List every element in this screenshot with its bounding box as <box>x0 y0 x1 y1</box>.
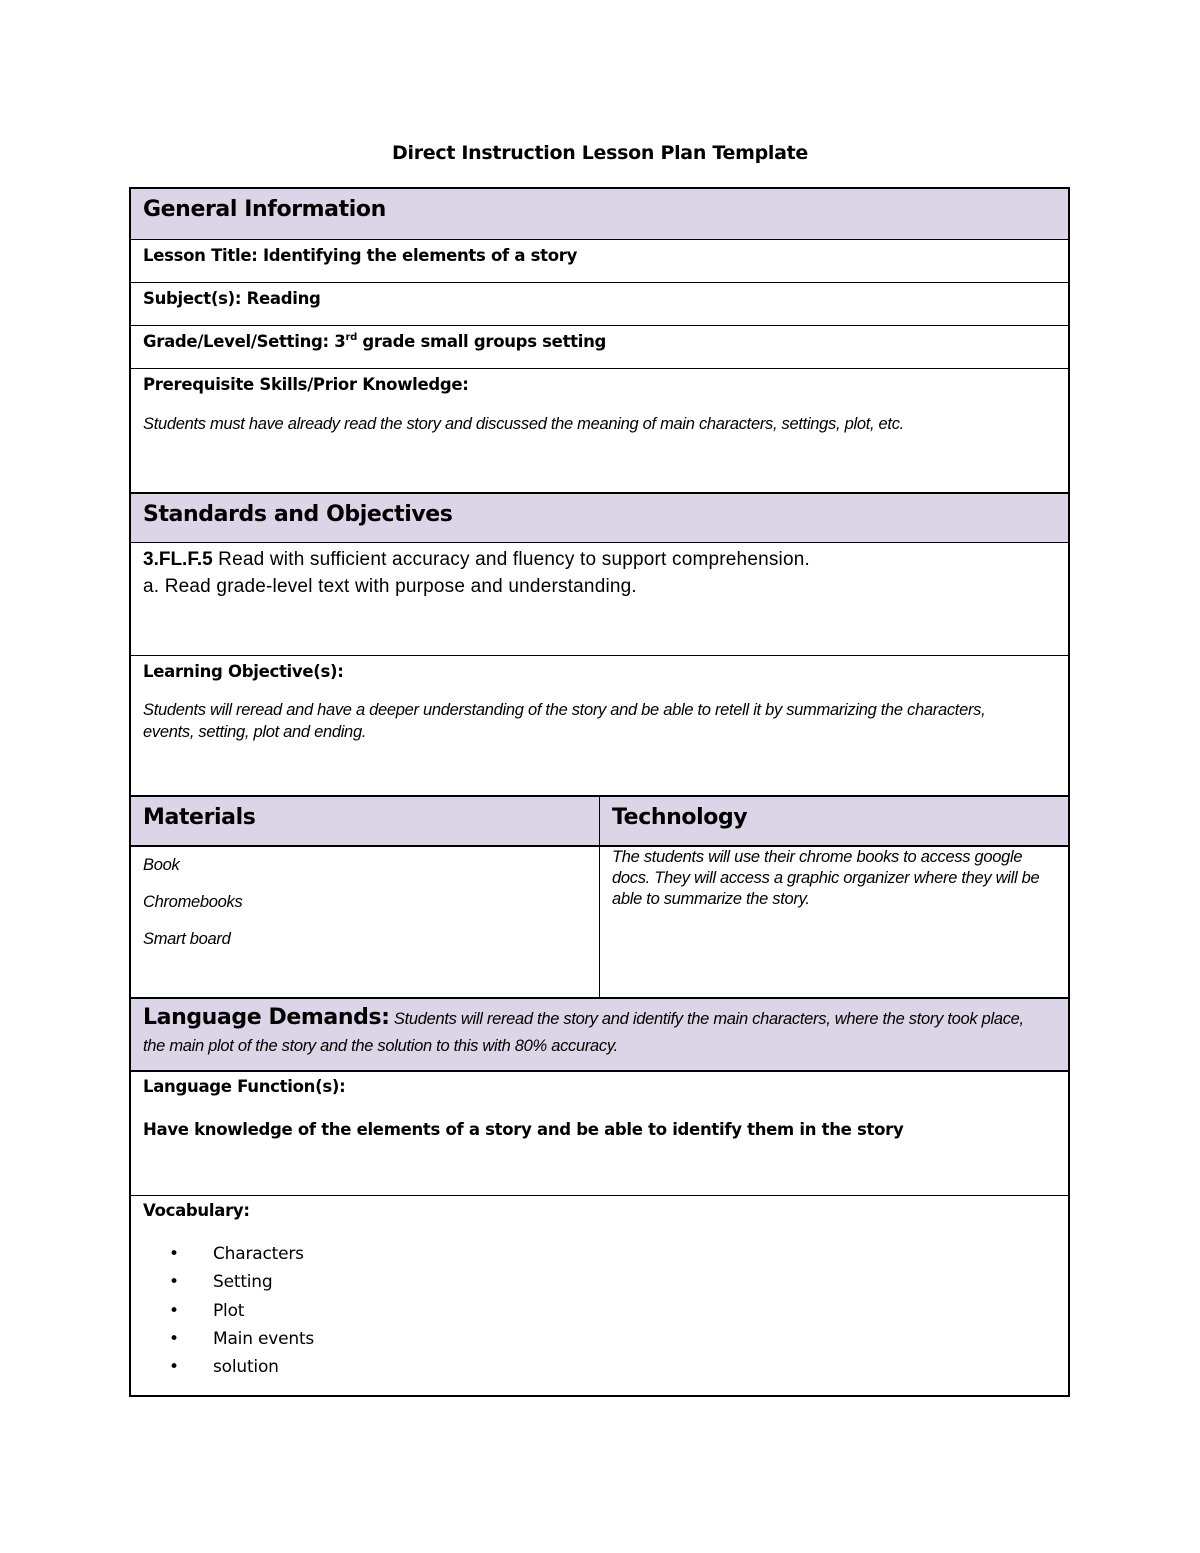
materials-item: Book <box>143 856 180 874</box>
prerequisite-label: Prerequisite Skills/Prior Knowledge: <box>143 375 469 394</box>
materials-cell <box>131 847 600 997</box>
vocabulary-item: • Characters <box>169 1240 314 1268</box>
standard-line-2: a. Read grade-level text with purpose and understanding. <box>143 576 637 597</box>
vocabulary-item: • solution <box>169 1353 314 1381</box>
language-demands-heading: Language Demands: <box>143 1005 390 1030</box>
language-demands-row <box>131 997 1068 1070</box>
standards-row <box>131 542 1068 655</box>
language-function-label: Language Function(s): <box>143 1077 346 1096</box>
standard-line-1: Read with sufficient accuracy and fluency to support comprehension. <box>212 549 810 570</box>
vocabulary-row <box>131 1195 1068 1395</box>
materials-heading: Materials <box>143 805 256 830</box>
materials-item: Smart board <box>143 930 231 948</box>
standards-heading: Standards and Objectives <box>143 502 453 527</box>
materials-header-cell <box>131 797 600 845</box>
vocabulary-item: • Plot <box>169 1297 314 1325</box>
technology-cell <box>600 847 1068 997</box>
language-function-row <box>131 1070 1068 1195</box>
prerequisite-text: Students must have already read the story and discussed the meaning of main characters, settings, plot, etc. <box>143 415 904 433</box>
lesson-title: Lesson Title: Identifying the elements of a story <box>143 246 578 265</box>
subjects: Subject(s): Reading <box>143 289 321 308</box>
grade-prefix: Grade/Level/Setting: 3 <box>143 332 346 351</box>
standard-code: 3.FL.F.5 <box>143 549 213 570</box>
grade-level-row <box>131 325 1068 368</box>
grade-superscript: rd <box>345 332 357 343</box>
materials-list <box>143 847 242 958</box>
grade-level-setting <box>143 332 606 351</box>
bullet-icon: • <box>169 1244 179 1264</box>
grade-suffix: grade small groups setting <box>356 332 607 351</box>
general-information-header <box>131 189 1068 239</box>
learning-objective-label: Learning Objective(s): <box>143 662 344 681</box>
lesson-title-row <box>131 239 1068 282</box>
materials-item: Chromebooks <box>143 893 243 911</box>
vocabulary-list <box>169 1240 314 1381</box>
language-demands-text: Students will reread the story and identify the main characters, where the story took place, the main plot of the story and the solution to this with 80% accuracy. <box>143 1010 1024 1055</box>
learning-objective-row <box>131 655 1068 795</box>
bullet-icon: • <box>169 1357 179 1378</box>
bullet-icon: • <box>169 1272 179 1293</box>
technology-header-cell <box>600 797 1068 845</box>
vocabulary-item: • Main events <box>169 1325 314 1353</box>
vocabulary-item: • Setting <box>169 1268 314 1296</box>
vocabulary-label: Vocabulary: <box>143 1201 250 1220</box>
prerequisite-row <box>131 368 1068 492</box>
standards-text <box>143 546 810 600</box>
subjects-row <box>131 282 1068 325</box>
document-title: Direct Instruction Lesson Plan Template <box>392 142 808 164</box>
standards-header <box>131 492 1068 542</box>
language-demands <box>143 1005 1043 1060</box>
materials-technology-row <box>131 845 1068 997</box>
materials-technology-header <box>131 795 1068 845</box>
technology-heading: Technology <box>612 805 748 830</box>
technology-text: The students will use their chrome books to access google docs. They will access a graphic organizer where they will be able to summarize the story. <box>612 848 1040 908</box>
language-function-text: Have knowledge of the elements of a story and be able to identify them in the story <box>143 1120 904 1139</box>
learning-objective-text: Students will reread and have a deeper understanding of the story and be able to retell it by summarizing the characters, events, setting, plot and ending. <box>143 701 986 741</box>
bullet-icon: • <box>169 1300 179 1321</box>
bullet-icon: • <box>169 1328 179 1349</box>
general-information-heading: General Information <box>143 197 386 222</box>
lesson-plan-table <box>129 187 1070 1397</box>
